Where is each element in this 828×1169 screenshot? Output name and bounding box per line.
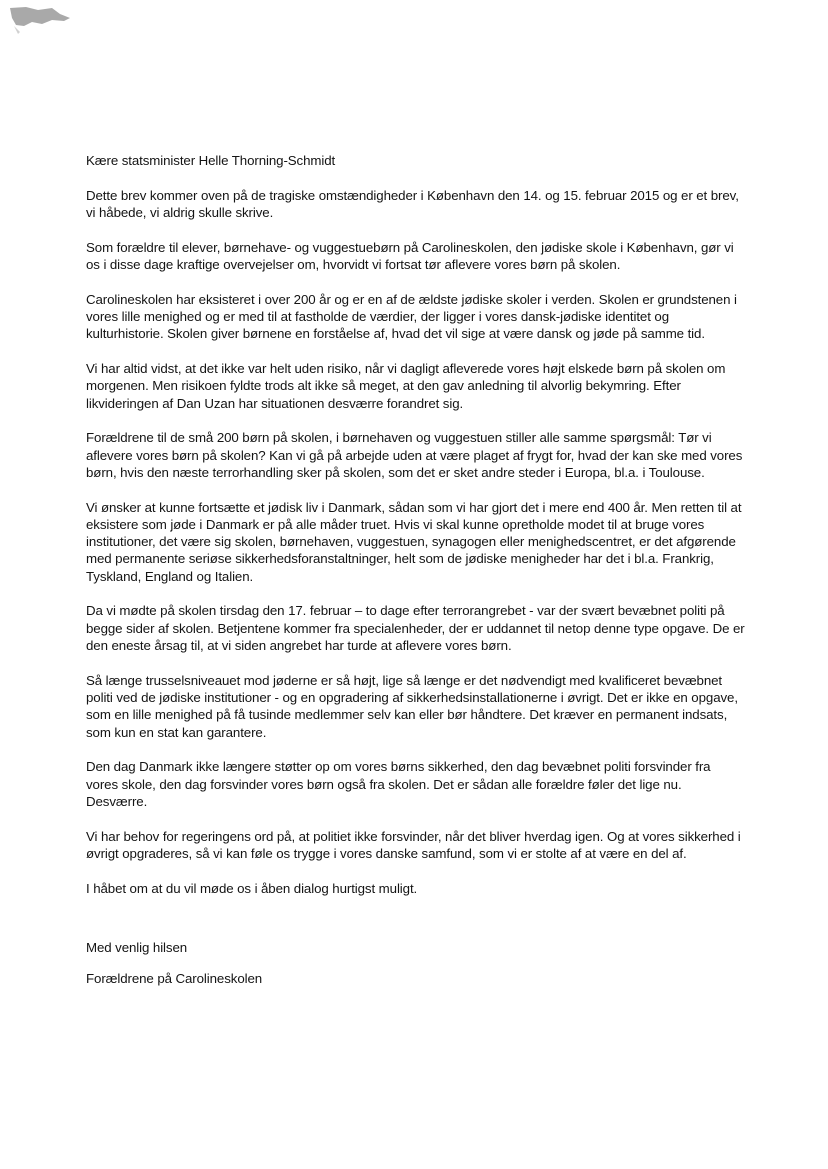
salutation: Kære statsminister Helle Thorning-Schmidt [86,153,336,168]
paragraph: Dette brev kommer oven på de tragiske omstændigheder i København den 14. og 15. februar 2015 og er et brev, vi håbede, vi aldrig skulle skrive. [86,187,739,220]
paragraph: Forældrene til de små 200 børn på skolen, i børnehaven og vuggestuen stiller alle samme spørgsmål: Tør vi aflevere vores børn på skolen? Kan vi gå på arbejde uden at være plaget af frygt for, hvad der kan ske med vores børn, hvis den næste terrorhandling sker på skolen, som det er sket andre steder i Europa, bl.a. i Toulouse. [86,430,743,480]
paragraph: Vi har altid vidst, at det ikke var helt uden risiko, når vi dagligt afleverede vores højt elskede børn på skolen om morgenen. Men risikoen fyldte trods alt ikke så meget, at den gav anledning til alvorlig bekymring. Efter likvideringen af Dan Uzan har situationen desværre forandret sig. [86,360,726,411]
paragraph: Den dag Danmark ikke længere støtter op om vores børns sikkerhed, den dag bevæbnet politi forsvinder fra vores skole, den dag forsvinder vores børn også fra skolen. Det er sådan alle forældre føler det lige nu. Desværre. [86,759,711,809]
paragraph: Vi ønsker at kunne fortsætte et jødisk liv i Danmark, sådan som vi har gjort det i mere end 400 år. Men retten til at eksistere som jøde i Danmark er på alle måder truet. Hvis vi skal kunne opretholde modet til at bruge vores institutioner, det være sig skolen, børnehaven, vuggestuen, synagogen eller menighedscentret, er det afgørende med permanente seriøse sikkerhedsforanstaltninger, helt som de jødiske menigheder har det i bl.a. Frankrig, Tyskland, England og Italien. [86,499,742,584]
closing: Med venlig hilsen [86,939,188,955]
paragraph: Så længe trusselsniveauet mod jøderne er så højt, lige så længe er det nødvendigt med kvalificeret bevæbnet politi ved de jødiske institutioner - og en opgradering af sikkerhedsinstallationerne i øvrigt. Det er ikke en opgave, som en lille menighed på få tusinde medlemmer selv kan eller bør håndtere. Det kræver en permanent indsats, som kun en stat kan garantere. [86,672,738,740]
paragraph: Da vi mødte på skolen tirsdag den 17. februar – to dage efter terrorangrebet - var der svært bevæbnet politi på begge sider af skolen. Betjentene kommer fra specialenheder, der er uddannet til netop denne type opgave. De er den eneste årsag til, at vi siden angrebet har turde at aflevere vores børn. [86,603,745,653]
paragraph: I håbet om at du vil møde os i åben dialog hurtigst muligt. [86,880,418,896]
signature: Forældrene på Carolineskolen [86,971,263,987]
letter-body [86,152,746,987]
paragraph: Carolineskolen har eksisteret i over 200 år og er en af de ældste jødiske skoler i verden. Skolen er grundstenen i vores lille menighed og er med til at fastholde de værdier, der ligger i vores dansk-jødiske identitet og kulturhistorie. Skolen giver børnene en forståelse af, hvad det vil sige at være dansk og jøde på samme tid. [86,291,737,342]
paragraph: Vi har behov for regeringens ord på, at politiet ikke forsvinder, når det bliver hverdag igen. Og at vores sikkerhed i øvrigt opgraderes, så vi kan føle os trygge i vores danske samfund, som vi er stolte af at være en del af. [86,828,741,861]
paragraph: Som forældre til elever, børnehave- og vuggestuebørn på Carolineskolen, den jødiske skole i København, gør vi os i disse dage kraftige overvejelser om, hvorvidt vi fortsat tør aflevere vores børn på skolen. [86,239,734,272]
scan-artifact-mark [8,4,72,34]
